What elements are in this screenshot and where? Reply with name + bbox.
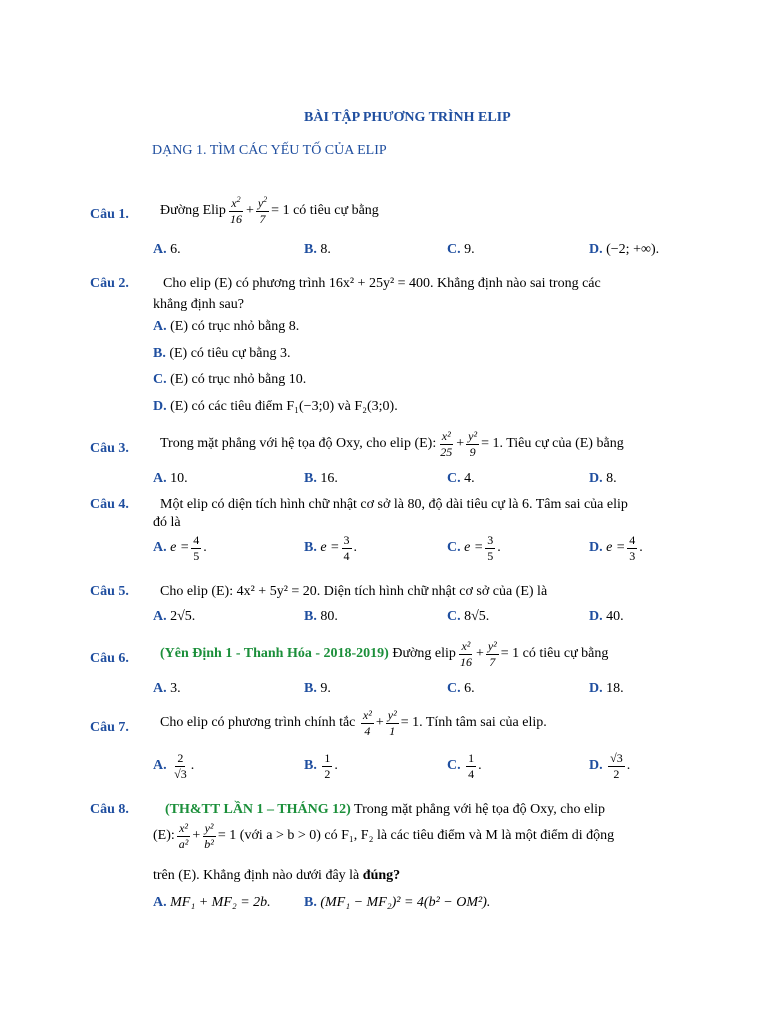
question-1-pre: Đường Elip	[160, 202, 226, 218]
question-1-stem: Đường Elip $\frac{x^2}{16}$ + $\frac{y^2}{7}$ = 1 có tiêu cự bằng	[160, 195, 379, 226]
question-4-option-a[interactable]: A. e = $\frac{4}{5}$ .	[153, 533, 207, 563]
question-3-stem: Trong mặt phẳng với hệ tọa độ Oxy, cho elip (E): $\frac{\text{x²}}{25}$ + $\frac{\text{y²}}{9}$ = 1. Tiêu cự của (E) bằng	[160, 429, 624, 459]
question-8-fraction-x: $\frac{\text{x²}}{\text{a²}}$	[178, 821, 189, 851]
question-8-stem-line3: trên (E). Khẳng định nào dưới đây là đúng?	[153, 868, 401, 883]
question-8-stem-line2: (E): $\frac{\text{x²}}{\text{a²}}$ + $\frac{\text{y²}}{\text{b²}}$ = 1 (với a > b > 0) có F₁, F₂ là các tiêu điểm và M là một điểm di động	[153, 821, 615, 851]
question-5-label: Câu 5.	[90, 584, 129, 599]
question-1-label: Câu 1.	[90, 207, 129, 222]
question-1-fraction-y: $\frac{y^2}{7}$	[257, 195, 268, 226]
question-5-option-a[interactable]: A. 2√5.	[153, 609, 196, 624]
question-7-label: Câu 7.	[90, 720, 129, 735]
question-3-label: Câu 3.	[90, 441, 129, 456]
question-1-option-a[interactable]: A. 6.	[153, 242, 181, 257]
question-6-option-b[interactable]: B. 9.	[304, 681, 331, 696]
question-6-option-c[interactable]: C. 6.	[447, 681, 475, 696]
question-3-option-c[interactable]: C. 4.	[447, 471, 475, 486]
question-5-stem: Cho elip (E): 4x² + 5y² = 20. Diện tích hình chữ nhật cơ sở của (E) là	[160, 584, 548, 599]
question-5-option-d[interactable]: D. 40.	[589, 609, 624, 624]
question-2-option-a[interactable]: A. (E) có trục nhỏ bằng 8.	[153, 319, 300, 334]
question-6-source: (Yên Định 1 - Thanh Hóa - 2018-2019)	[160, 646, 389, 662]
question-7-option-b[interactable]: B. $\frac{1}{2}$ .	[304, 751, 338, 781]
question-4-option-d[interactable]: D. e = $\frac{4}{3}$ .	[589, 533, 643, 563]
question-3-option-d[interactable]: D. 8.	[589, 471, 617, 486]
question-4-label: Câu 4.	[90, 497, 129, 512]
question-2-stem-line1: Cho elip (E) có phương trình 16x² + 25y² = 400. Khẳng định nào sai trong các	[163, 276, 601, 291]
question-1-option-c[interactable]: C. 9.	[447, 242, 475, 257]
question-6-option-d[interactable]: D. 18.	[589, 681, 624, 696]
question-7-option-d[interactable]: D. $\frac{√3}{2}$ .	[589, 751, 631, 781]
question-2-option-b[interactable]: B. (E) có tiêu cự bằng 3.	[153, 346, 291, 361]
document-title: BÀI TẬP PHƯƠNG TRÌNH ELIP	[304, 110, 511, 125]
question-6-fraction-x: $\frac{\text{x²}}{16}$	[459, 639, 472, 669]
question-6-stem: (Yên Định 1 - Thanh Hóa - 2018-2019) Đường elip $\frac{\text{x²}}{16}$ + $\frac{\text{y²}}{7}$ = 1 có tiêu cự bằng	[160, 639, 609, 669]
question-3-fraction-y: $\frac{\text{y²}}{9}$	[468, 429, 478, 459]
question-1-fraction-x: $\frac{x^2}{16}$	[229, 195, 242, 226]
question-3-option-b[interactable]: B. 16.	[304, 471, 338, 486]
question-6-label: Câu 6.	[90, 651, 129, 666]
question-4-stem-line2: đó là	[153, 515, 181, 530]
question-2-option-d[interactable]: D. (E) có các tiêu điểm F₁(−3;0) và F₂(3;0).	[153, 399, 398, 414]
question-3-option-a[interactable]: A. 10.	[153, 471, 188, 486]
question-1-equals: = 1	[271, 202, 290, 218]
question-6-fraction-y: $\frac{\text{y²}}{7}$	[487, 639, 497, 669]
question-7-option-a[interactable]: A. $\frac{2}{√3}$ .	[153, 751, 195, 781]
question-8-label: Câu 8.	[90, 802, 129, 817]
question-2-stem-line2: khẳng định sau?	[153, 297, 244, 312]
question-5-option-b[interactable]: B. 80.	[304, 609, 338, 624]
question-2-label: Câu 2.	[90, 276, 129, 291]
question-2-option-c[interactable]: C. (E) có trục nhỏ bằng 10.	[153, 372, 307, 387]
question-8-option-b[interactable]: B. (MF₁ − MF₂)² = 4(b² − OM²).	[304, 895, 491, 910]
question-8-fraction-y: $\frac{\text{y²}}{\text{b²}}$	[204, 821, 214, 851]
question-7-stem: Cho elip có phương trình chính tắc $\frac{\text{x²}}{4}$ + $\frac{\text{y²}}{1}$ = 1. Tính tâm sai của elip.	[160, 708, 547, 738]
question-8-option-a[interactable]: A. MF₁ + MF₂ = 2b.	[153, 895, 271, 910]
question-1-post: có tiêu cự bằng	[293, 202, 379, 218]
question-7-option-c[interactable]: C. $\frac{1}{4}$ .	[447, 751, 482, 781]
question-8-source: (TH&TT LẦN 1 – THÁNG 12)	[165, 802, 351, 817]
question-8-stem-line1: (TH&TT LẦN 1 – THÁNG 12) Trong mặt phẳng với hệ tọa độ Oxy, cho elip	[165, 802, 605, 817]
section-title: DẠNG 1. TÌM CÁC YẾU TỐ CỦA ELIP	[152, 143, 387, 158]
question-4-option-c[interactable]: C. e = $\frac{3}{5}$ .	[447, 533, 501, 563]
question-7-fraction-y: $\frac{\text{y²}}{1}$	[387, 708, 397, 738]
question-1-option-b[interactable]: B. 8.	[304, 242, 331, 257]
question-4-stem-line1: Một elip có diện tích hình chữ nhật cơ sở là 80, độ dài tiêu cự là 6. Tâm sai của elip	[160, 497, 628, 512]
question-3-fraction-x: $\frac{\text{x²}}{25}$	[440, 429, 453, 459]
question-7-fraction-x: $\frac{\text{x²}}{4}$	[362, 708, 372, 738]
question-6-option-a[interactable]: A. 3.	[153, 681, 181, 696]
question-1-option-d[interactable]: D. (−2; +∞).	[589, 242, 660, 257]
question-4-option-b[interactable]: B. e = $\frac{3}{4}$ .	[304, 533, 358, 563]
question-5-option-c[interactable]: C. 8√5.	[447, 609, 490, 624]
